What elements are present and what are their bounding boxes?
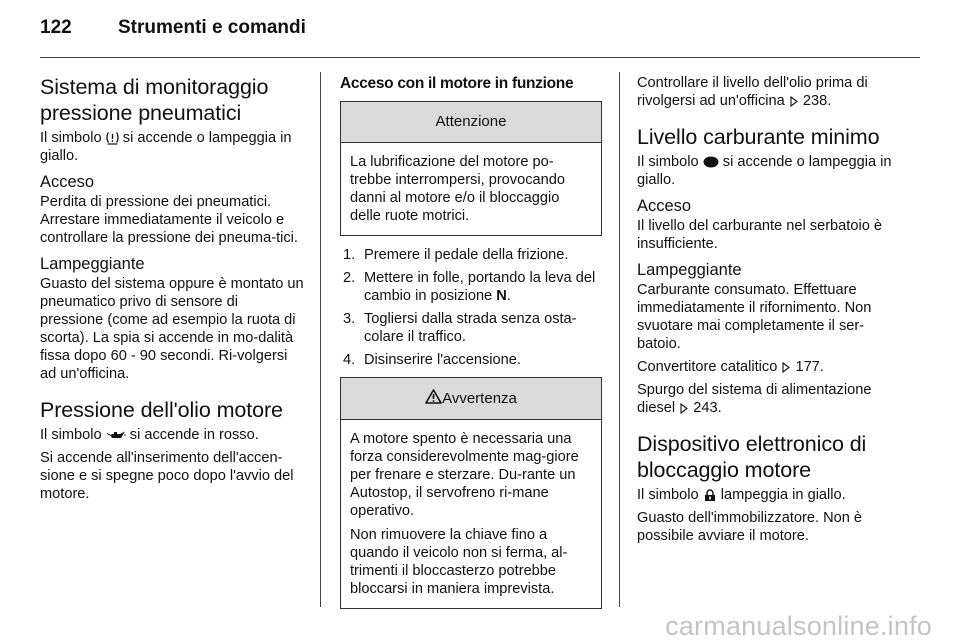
lampeggiante-text: Guasto del sistema oppure è montato un pneumatico privo di sensore di pressione (come ad esempio la ruota di scorta). La spia si accende in mo-dalità fissa dopo 60 - 90 secondi. Ri-volgersi ad un'officina. (40, 276, 304, 382)
column-1 (40, 74, 305, 508)
oil-pressure-heading: Pressione dell'olio motore (40, 398, 283, 422)
oil-text: Si accende all'inserimento dell'accen-sione e si spegne poco dopo l'avvio del motore. (40, 450, 294, 502)
fuel-pump-icon (703, 156, 719, 168)
lampeggiante-text: Carburante consumato. Effettuare immediatamente il rifornimento. Non svuotare mai completamente il ser-batoio. (637, 282, 872, 352)
tire-intro: Il simbolo si accende o lampeggia in giallo. (40, 130, 292, 164)
fuel-intro: Il simbolo si accende o lampeggia in giallo. (637, 154, 892, 188)
lampeggiante-heading: Lampeggiante (637, 261, 742, 279)
oil-can-icon (106, 430, 126, 441)
warning-title: Avvertenza (442, 390, 517, 407)
page-number: 122 (40, 17, 72, 38)
attention-title: Attenzione (341, 102, 601, 143)
warning-text: Non rimuovere la chiave fino a quando il veicolo non si ferma, al-trimenti il bloccasterzo potrebbe bloccarsi in maniera imprevista. (350, 527, 568, 597)
column-3 (637, 74, 902, 550)
attention-text: La lubrificazione del motore po-trebbe interrompersi, provocando danni al motore e/o il bloccaggio delle ruote motrici. (350, 154, 565, 224)
warning-box (340, 377, 602, 609)
acceso-heading: Acceso (40, 173, 95, 191)
immobilizer-text: Guasto dell'immobilizzatore. Non è possibile avviare il motore. (637, 510, 863, 544)
immobilizer-heading: Dispositivo elettronico di bloccaggio motore (637, 432, 867, 482)
immobilizer-lock-icon (703, 489, 717, 502)
column-2 (340, 74, 602, 619)
attention-box (340, 101, 602, 236)
header-rule (40, 57, 920, 58)
tire-pressure-warning-icon (106, 131, 119, 145)
list-item: 3. Togliersi dalla strada senza osta-colare il traffico. (343, 311, 577, 345)
acceso-text: Perdita di pressione dei pneumatici. Arrestare immediatamente il veicolo e controllare la pressione dei pneuma-tici. (40, 194, 298, 246)
steps-list (340, 246, 602, 369)
acceso-text: Il livello del carburante nel serbatoio è insufficiente. (637, 218, 882, 252)
page-reference-icon (781, 362, 791, 373)
warning-header (341, 378, 601, 420)
lampeggiante-heading: Lampeggiante (40, 255, 145, 273)
column-divider (320, 72, 321, 607)
list-item: 4. Disinserire l'accensione. (343, 352, 521, 368)
tire-pressure-heading: Sistema di monitoraggio pressione pneumatici (40, 75, 269, 125)
page-reference-icon (679, 403, 689, 414)
list-item: 1. Premere il pedale della frizione. (343, 247, 569, 263)
purge-text: Spurgo del sistema di alimentazione diesel 243. (637, 382, 872, 416)
oil-intro: Il simbolo si accende in rosso. (40, 427, 259, 443)
fuel-level-heading: Livello carburante minimo (637, 125, 880, 149)
warning-text: A motore spento è necessaria una forza considerevolmente mag-giore per frenare e sterzare. Du-rante un Autostop, il servofreno ri-mane operativo. (350, 431, 579, 519)
running-engine-heading: Acceso con il motore in funzione (340, 75, 574, 92)
page-header (40, 17, 306, 39)
chapter-title: Strumenti e comandi (118, 17, 306, 38)
column-divider (619, 72, 620, 607)
oil-check-text: Controllare il livello dell'olio prima di rivolgersi ad un'officina 238. (637, 75, 868, 109)
list-item: 2. Mettere in folle, portando la leva del cambio in posizione N. (343, 270, 596, 304)
watermark: carmanualsonline.info (665, 611, 932, 641)
immobilizer-intro: Il simbolo lampeggia in giallo. (637, 487, 846, 503)
page-reference-icon (789, 96, 799, 107)
catalytic-text: Convertitore catalitico 177. (637, 359, 824, 375)
acceso-heading: Acceso (637, 197, 692, 215)
warning-triangle-icon (425, 389, 442, 404)
